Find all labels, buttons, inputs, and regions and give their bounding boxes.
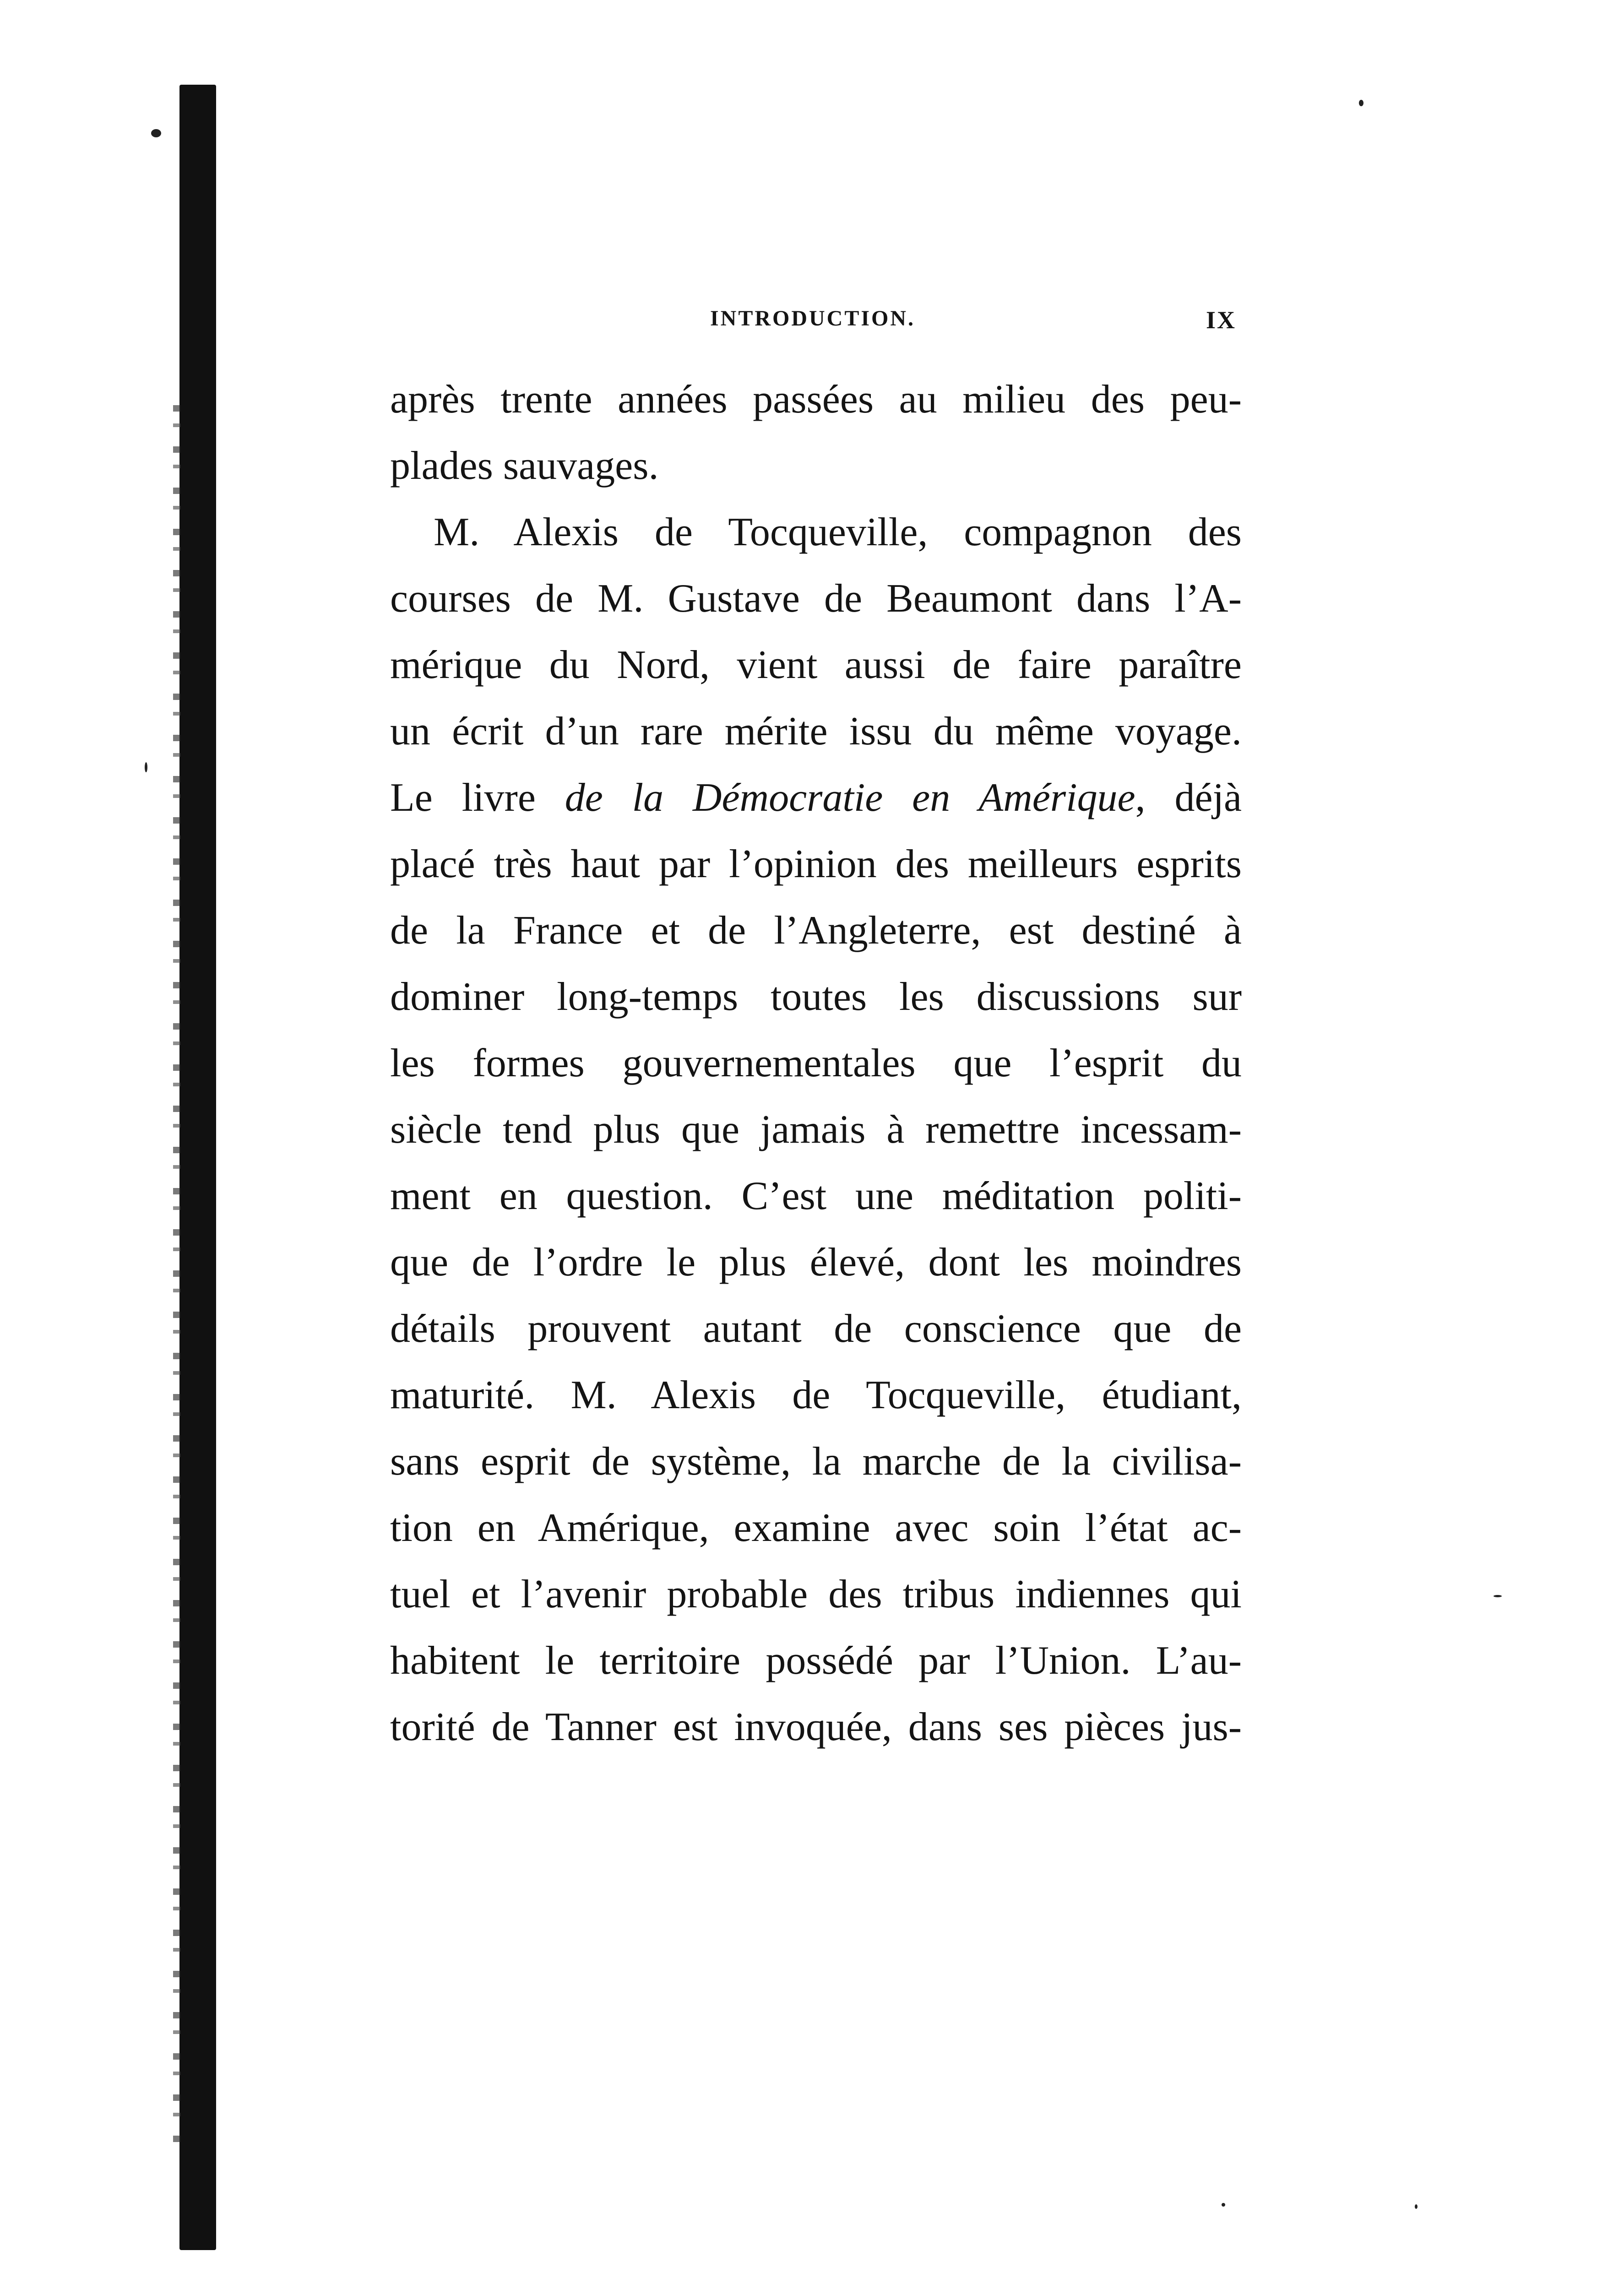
ink-speck <box>1415 2204 1418 2209</box>
text-line: siècle tend plus que jamais à remettre incessam- <box>390 1107 1242 1152</box>
text-line: habitent le territoire possédé par l’Union. L’au- <box>390 1638 1242 1683</box>
book-title: de la Démocratie en Amérique <box>565 776 1135 820</box>
text-line: dominer long-temps toutes les discussions sur <box>390 975 1242 1019</box>
text-line-with-title <box>390 765 1242 831</box>
line-text-after: , déjà <box>1135 776 1242 820</box>
ink-speck <box>1222 2203 1225 2207</box>
text-line: sans esprit de système, la marche de la civilisa- <box>390 1439 1242 1484</box>
line-text-before: Le livre <box>390 776 565 820</box>
text-line: détails prouvent autant de conscience que de <box>390 1307 1242 1351</box>
text-line: courses de M. Gustave de Beaumont dans l’A- <box>390 576 1242 621</box>
page-number: IX <box>1206 306 1236 334</box>
text-line: placé très haut par l’opinion des meilleurs esprits <box>390 842 1242 886</box>
text-line: torité de Tanner est invoquée, dans ses pièces jus- <box>390 1705 1242 1749</box>
ink-speck <box>1494 1595 1502 1597</box>
binding-edge <box>179 85 216 2250</box>
text-line: de la France et de l’Angleterre, est destiné à <box>390 908 1242 953</box>
running-title: INTRODUCTION. <box>710 306 916 331</box>
body-text <box>390 366 1242 1760</box>
text-line: maturité. M. Alexis de Tocqueville, étudiant, <box>390 1373 1242 1417</box>
text-line: un écrit d’un rare mérite issu du même voyage. <box>390 709 1242 754</box>
text-line: plades sauvages. <box>390 444 659 488</box>
text-line: ment en question. C’est une méditation politi- <box>390 1174 1242 1218</box>
ink-speck <box>145 762 147 772</box>
text-line: les formes gouvernementales que l’esprit du <box>390 1041 1242 1085</box>
text-line: mérique du Nord, vient aussi de faire paraître <box>390 643 1242 687</box>
running-head <box>389 306 1236 342</box>
text-line: tion en Amérique, examine avec soin l’état ac- <box>390 1506 1242 1550</box>
text-line: que de l’ordre le plus élevé, dont les moindres <box>390 1240 1242 1285</box>
text-line: après trente années passées au milieu des peu- <box>390 377 1242 422</box>
ink-speck <box>151 129 161 137</box>
ink-speck <box>1359 100 1363 106</box>
text-line: M. Alexis de Tocqueville, compagnon des <box>434 510 1242 554</box>
text-line: tuel et l’avenir probable des tribus indiennes qui <box>390 1572 1242 1616</box>
